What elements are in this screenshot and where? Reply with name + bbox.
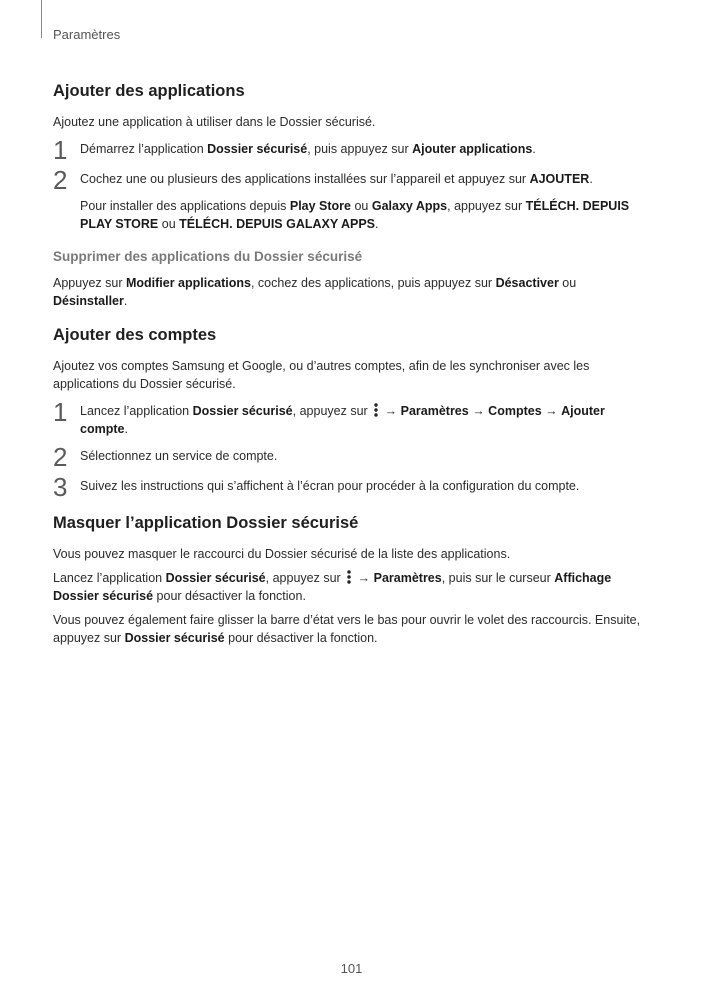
step-1 — [53, 135, 653, 165]
section-hide-app — [53, 514, 653, 647]
section-add-apps — [53, 82, 653, 233]
step-1 — [53, 397, 653, 438]
step-text: Suivez les instructions qui s’affichent à l’écran pour procéder à la configuration du compte. — [80, 479, 580, 493]
step-number: 3 — [53, 472, 68, 502]
paragraph: Lancez l’application Dossier sécurisé, appuyez sur → Paramètres, puis sur le curseur Affichage Dossier sécurisé pour désactiver la fonction. — [53, 571, 612, 603]
section-add-accounts — [53, 326, 653, 502]
section-title: Ajouter des comptes — [53, 326, 217, 344]
step-text: Cochez une ou plusieurs des applications installées sur l’appareil et appuyez sur AJOUTER. — [80, 172, 593, 186]
step-text: Sélectionnez un service de compte. — [80, 449, 278, 463]
paragraph: Vous pouvez masquer le raccourci du Dossier sécurisé de la liste des applications. — [53, 547, 511, 561]
step-note: Pour installer des applications depuis Play Store ou Galaxy Apps, appuyez sur TÉLÉCH. DEPUIS PLAY STORE ou TÉLÉCH. DEPUIS GALAXY APPS. — [80, 199, 630, 231]
paragraph: Appuyez sur Modifier applications, cochez des applications, puis appuyez sur Désactiver ou Désinstaller. — [53, 276, 577, 308]
step-text: Lancez l’application Dossier sécurisé, appuyez sur → Paramètres → Comptes → Ajouter compte. — [80, 404, 605, 436]
section-remove-apps — [53, 249, 653, 310]
step-3 — [53, 472, 653, 502]
step-number: 1 — [53, 397, 68, 427]
subsection-title: Supprimer des applications du Dossier sécurisé — [53, 249, 363, 264]
step-2 — [53, 442, 653, 472]
section-title: Masquer l’application Dossier sécurisé — [53, 514, 359, 532]
more-options-icon — [347, 570, 351, 584]
page-content — [53, 82, 653, 663]
more-options-icon — [374, 403, 378, 417]
section-intro: Ajoutez une application à utiliser dans le Dossier sécurisé. — [53, 115, 376, 129]
step-number: 2 — [53, 442, 68, 472]
step-number: 2 — [53, 165, 68, 195]
step-text: Démarrez l’application Dossier sécurisé, puis appuyez sur Ajouter applications. — [80, 142, 536, 156]
section-title: Ajouter des applications — [53, 82, 245, 100]
step-2 — [53, 165, 653, 195]
step-number: 1 — [53, 135, 68, 165]
running-header: Paramètres — [53, 27, 121, 42]
paragraph: Vous pouvez également faire glisser la barre d’état vers le bas pour ouvrir le volet des raccourcis. Ensuite, appuyez sur Dossier sécurisé pour désactiver la fonction. — [53, 613, 641, 645]
page-rule — [41, 0, 42, 38]
section-intro: Ajoutez vos comptes Samsung et Google, ou d’autres comptes, afin de les synchroniser avec les applications du Dossier sécurisé. — [53, 359, 590, 391]
page-number: 101 — [340, 961, 363, 976]
